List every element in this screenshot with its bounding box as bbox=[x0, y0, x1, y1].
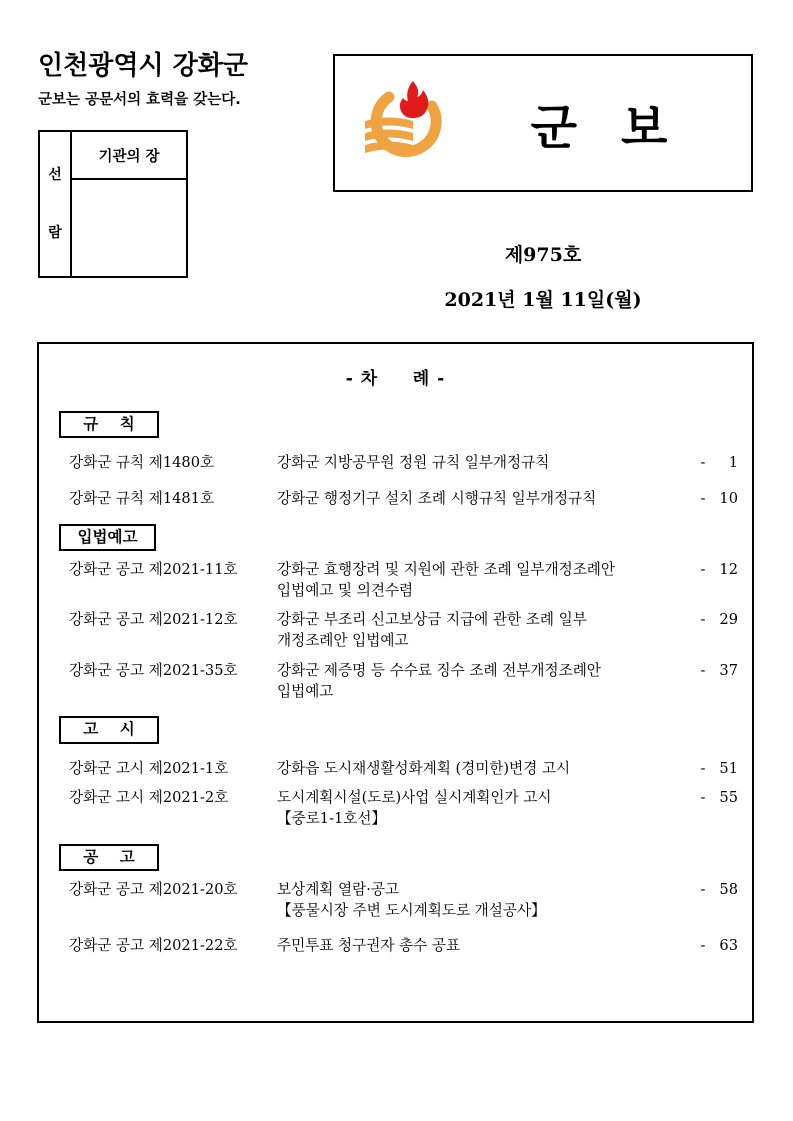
toc-entry-title bbox=[277, 880, 692, 921]
toc-entry-title-sub: 개정조례안 입법예고 bbox=[277, 632, 409, 650]
toc-entry-page-number: 10 bbox=[719, 489, 738, 507]
approval-label-cell bbox=[40, 132, 72, 276]
toc-entry-title-sub: 입법예고 bbox=[277, 682, 334, 700]
toc-entry-title-main: 보상계획 열람·공고 bbox=[277, 880, 400, 898]
toc-section bbox=[39, 524, 752, 703]
toc-entry-title-main: 강화군 행정기구 설치 조례 시행규칙 일부개정규칙 bbox=[277, 489, 597, 507]
issue-date: 2021년 1월 11일(월) bbox=[444, 289, 642, 311]
toc-entry-title bbox=[277, 453, 692, 474]
section-label: 규 칙 bbox=[59, 411, 159, 438]
toc-entry-page-number: 58 bbox=[719, 880, 738, 898]
toc-entry-page-number: 55 bbox=[719, 789, 738, 807]
toc-entry-reference: 강화군 공고 제2021-12호 bbox=[69, 611, 238, 629]
toc-entry-page-number: 37 bbox=[719, 661, 738, 679]
toc-entry-reference: 강화군 규칙 제1481호 bbox=[69, 489, 215, 507]
toc-heading: - 차 례 - bbox=[345, 369, 446, 389]
toc-entry-reference: 강화군 공고 제2021-20호 bbox=[69, 880, 238, 898]
toc-entry-reference: 강화군 공고 제2021-35호 bbox=[69, 661, 238, 679]
toc-entry-reference: 강화군 고시 제2021-1호 bbox=[69, 759, 229, 777]
toc-entry-page-number: 63 bbox=[719, 937, 738, 955]
approval-label-char-2: 람 bbox=[48, 225, 62, 241]
issue-number: 제975호 bbox=[504, 244, 582, 266]
toc-entry[interactable] bbox=[39, 453, 752, 474]
toc-entry-page-number: 12 bbox=[719, 560, 738, 578]
approval-box bbox=[38, 130, 188, 278]
approval-label-char-1: 선 bbox=[48, 167, 62, 183]
toc-entry-title bbox=[277, 788, 692, 829]
gazette-nameplate bbox=[333, 54, 753, 192]
toc-entry-title bbox=[277, 759, 692, 780]
toc-entry-reference: 강화군 규칙 제1480호 bbox=[69, 454, 215, 472]
toc-entry[interactable] bbox=[39, 560, 752, 601]
toc-entry-page-number: 1 bbox=[728, 454, 738, 472]
nameplate-text: 군보 bbox=[530, 99, 712, 156]
toc-entry-title-main: 강화군 제증명 등 수수료 징수 조례 전부개정조례안 bbox=[277, 661, 601, 679]
toc-entry-title-main: 도시계획시설(도로)사업 실시계획인가 고시 bbox=[277, 789, 552, 807]
toc-section bbox=[39, 411, 752, 510]
toc-entry[interactable] bbox=[39, 610, 752, 651]
toc-entry-title-sub: 입법예고 및 의견수렴 bbox=[277, 581, 414, 599]
toc-entry-title-sub: 【중로1-1호선】 bbox=[277, 809, 387, 827]
toc-entry-title-sub: 【풍물시장 주변 도시계획도로 개설공사】 bbox=[277, 901, 546, 919]
toc-entry-title-main: 주민투표 청구권자 총수 공표 bbox=[277, 937, 461, 955]
toc-entry[interactable] bbox=[39, 936, 752, 957]
masthead-subtitle: 군보는 공문서의 효력을 갖는다. bbox=[38, 91, 241, 108]
approval-header-cell: 기관의 장 bbox=[72, 132, 186, 180]
toc-entry-dash: - bbox=[700, 489, 706, 507]
section-label: 공 고 bbox=[59, 844, 159, 871]
toc-entry-title bbox=[277, 489, 692, 510]
toc-section bbox=[39, 716, 752, 829]
toc-entry-title bbox=[277, 560, 692, 601]
approval-right-column bbox=[72, 132, 186, 276]
toc-entry-page-number: 29 bbox=[719, 611, 738, 629]
masthead bbox=[38, 52, 318, 109]
toc-entry[interactable] bbox=[39, 880, 752, 921]
toc-entry-title bbox=[277, 610, 692, 651]
toc-entry-dash: - bbox=[700, 560, 706, 578]
toc-entry-title-main: 강화군 효행장려 및 지원에 관한 조례 일부개정조례안 bbox=[277, 560, 615, 578]
section-label: 고 시 bbox=[59, 716, 159, 743]
toc-entry-reference: 강화군 고시 제2021-2호 bbox=[69, 789, 229, 807]
toc-entry[interactable] bbox=[39, 661, 752, 702]
approval-signature-cell bbox=[72, 180, 186, 276]
table-of-contents bbox=[37, 342, 754, 1023]
toc-entry-dash: - bbox=[700, 611, 706, 629]
page-title: 인천광역시 강화군 bbox=[38, 51, 248, 81]
toc-entry-dash: - bbox=[700, 454, 706, 472]
toc-entry[interactable] bbox=[39, 489, 752, 510]
toc-entry-reference: 강화군 공고 제2021-11호 bbox=[69, 560, 238, 578]
toc-entry-dash: - bbox=[700, 759, 706, 777]
toc-entry-title-main: 강화군 지방공무원 정원 규칙 일부개정규칙 bbox=[277, 454, 550, 472]
toc-entry-reference: 강화군 공고 제2021-22호 bbox=[69, 937, 238, 955]
toc-entry-page-number: 51 bbox=[719, 759, 738, 777]
toc-entry-title bbox=[277, 936, 692, 957]
toc-entry-dash: - bbox=[700, 789, 706, 807]
toc-sections bbox=[39, 411, 752, 957]
toc-entry-dash: - bbox=[700, 661, 706, 679]
toc-entry[interactable] bbox=[39, 788, 752, 829]
toc-entry-title-main: 강화읍 도시재생활성화계획 (경미한)변경 고시 bbox=[277, 759, 571, 777]
toc-entry-dash: - bbox=[700, 880, 706, 898]
toc-entry[interactable] bbox=[39, 759, 752, 780]
ganghwa-gun-emblem-icon bbox=[357, 77, 453, 169]
toc-entry-dash: - bbox=[700, 937, 706, 955]
toc-section bbox=[39, 844, 752, 957]
section-label: 입법예고 bbox=[59, 524, 156, 551]
toc-entry-title bbox=[277, 661, 692, 702]
toc-entry-title-main: 강화군 부조리 신고보상금 지급에 관한 조례 일부 bbox=[277, 611, 587, 629]
